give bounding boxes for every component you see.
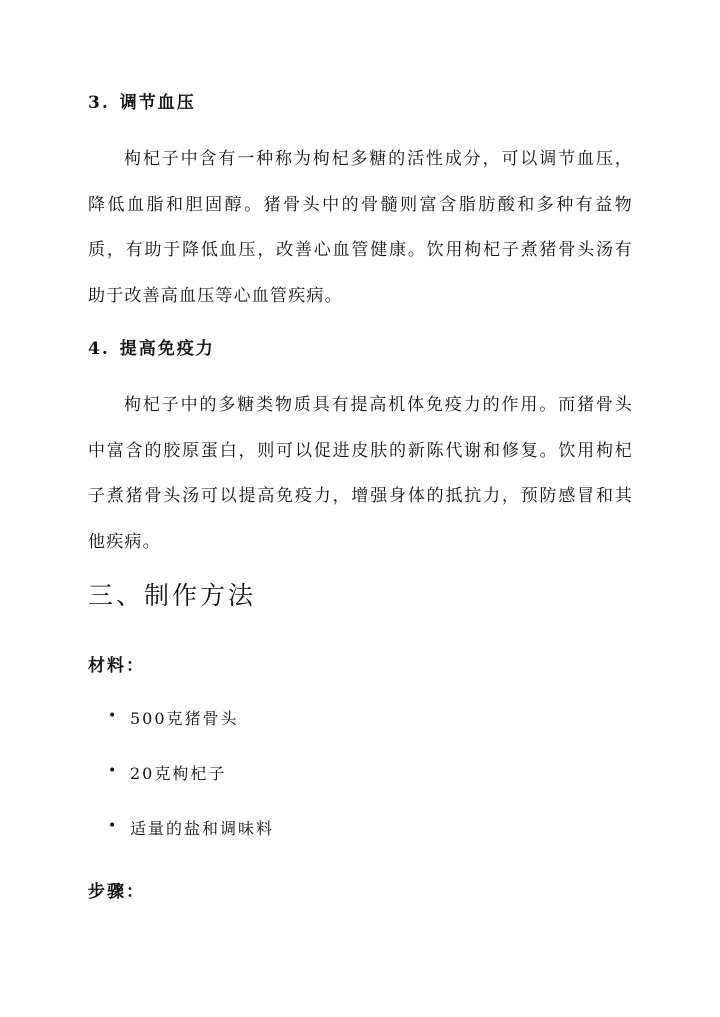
steps-label: 步骤： xyxy=(88,882,145,902)
section-number: 3. xyxy=(88,93,110,113)
paragraph-blood-pressure: 枸杞子中含有一种称为枸杞多糖的活性成分，可以调节血压，降低血脂和胆固醇。猪骨头中的骨髓则富含脂肪酸和多种有益物质，有助于降低血压，改善心血管健康。饮用枸杞子煮猪骨头汤有助于改善高血压等心血管疾病。 xyxy=(88,149,633,306)
material-text: 适量的盐和调味料 xyxy=(130,819,275,838)
chapter-heading-preparation: 三、制作方法 xyxy=(88,581,257,610)
materials-label: 材料： xyxy=(88,656,145,676)
bullet-icon: • xyxy=(108,763,119,779)
section-heading-blood-pressure xyxy=(88,88,196,113)
material-text: 20克枸杞子 xyxy=(130,764,227,783)
bullet-icon: • xyxy=(108,818,119,834)
section-heading-immunity xyxy=(88,334,215,359)
section-number: 4. xyxy=(88,339,110,359)
paragraph-immunity: 枸杞子中的多糖类物质具有提高机体免疫力的作用。而猪骨头中富含的胶原蛋白，则可以促进皮肤的新陈代谢和修复。饮用枸杞子煮猪骨头汤可以提高免疫力，增强身体的抵抗力，预防感冒和其他疾病。 xyxy=(88,395,633,552)
section-title: 调节血压 xyxy=(119,93,196,113)
bullet-icon: • xyxy=(108,708,119,724)
section-title: 提高免疫力 xyxy=(119,339,215,359)
material-text: 500克猪骨头 xyxy=(130,709,239,728)
